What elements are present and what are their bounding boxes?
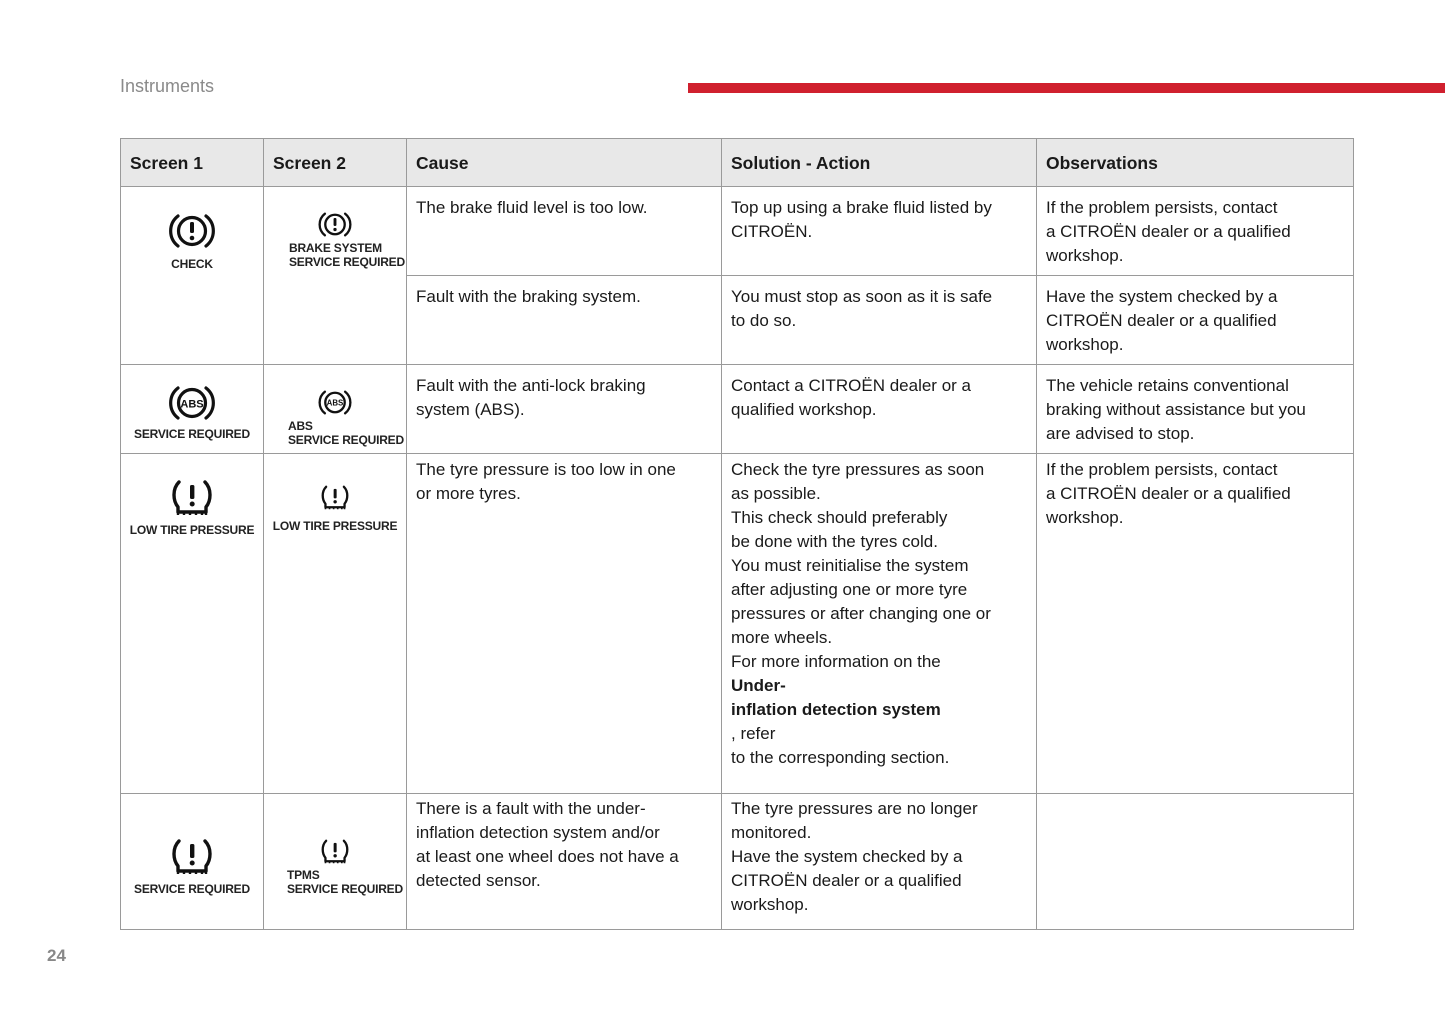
table-row-abs — [121, 365, 1354, 454]
cell-observations — [1037, 187, 1354, 276]
brake-screen-2-caption-line-2: SERVICE REQUIRED — [289, 255, 405, 269]
text-line — [731, 698, 1027, 746]
text-line: workshop. — [1046, 335, 1124, 354]
warning-lamps-table — [120, 138, 1354, 930]
column-header-solution: Solution - Action — [722, 139, 1037, 187]
abs-screen-1-caption: SERVICE REQUIRED — [134, 427, 250, 441]
header-accent-bar — [688, 83, 1445, 93]
cell-solution — [722, 794, 1037, 930]
text-line: at least one wheel does not have a — [416, 847, 679, 866]
brake-warning-icon — [317, 210, 353, 239]
cell-solution — [722, 365, 1037, 454]
table-header-row — [121, 139, 1354, 187]
abs-icon — [167, 383, 217, 423]
cell-cause — [407, 365, 722, 454]
text-line: This check should preferably — [731, 508, 948, 527]
tpms-screen-2-caption-line-2: SERVICE REQUIRED — [287, 881, 403, 896]
text-line: or more tyres. — [416, 484, 521, 503]
cell-cause — [407, 187, 722, 276]
cell-observations-empty — [1037, 794, 1354, 930]
tyre-pressure-icon — [170, 477, 214, 517]
text-line: workshop. — [731, 895, 809, 914]
abs-icon — [317, 388, 353, 417]
text-line: a CITROËN dealer or a qualified — [1046, 222, 1291, 241]
cell-solution — [722, 454, 1037, 794]
cell-solution — [722, 187, 1037, 276]
text-line: to the corresponding section. — [731, 748, 950, 767]
table-row-brake-fluid — [121, 187, 1354, 276]
tyre-screen-1-cell — [121, 454, 264, 794]
text-line: You must stop as soon as it is safe — [731, 287, 993, 306]
tyre-pressure-icon — [320, 483, 350, 511]
text-line: The vehicle retains conventional — [1046, 376, 1289, 395]
text-line: CITROËN dealer or a qualified — [1046, 311, 1277, 330]
text-line: If the problem persists, contact — [1046, 198, 1278, 217]
text-line: Fault with the anti-lock braking — [416, 376, 646, 395]
text-line: are advised to stop. — [1046, 424, 1195, 443]
section-title: Instruments — [120, 76, 215, 96]
text-line: pressures or after changing one or — [731, 604, 991, 623]
text-line: If the problem persists, contact — [1046, 460, 1278, 479]
cell-cause — [407, 794, 722, 930]
column-header-screen-1: Screen 1 — [121, 139, 264, 187]
cell-observations — [1037, 365, 1354, 454]
text-line: You must reinitialise the system — [731, 556, 969, 575]
tyre-screen-1-caption: LOW TIRE PRESSURE — [129, 523, 255, 537]
text-line: after adjusting one or more tyre — [731, 580, 968, 599]
column-header-cause: Cause — [407, 139, 722, 187]
text-line: qualified workshop. — [731, 400, 877, 419]
column-header-screen-2: Screen 2 — [264, 139, 407, 187]
brake-warning-icon — [167, 211, 217, 251]
text-line: monitored. — [731, 823, 812, 842]
text-line: workshop. — [1046, 246, 1124, 265]
abs-screen-2-cell — [264, 365, 407, 454]
cell-observations — [1037, 276, 1354, 365]
abs-screen-2-caption-line-2: SERVICE REQUIRED — [288, 433, 404, 447]
text-line: detected sensor. — [416, 871, 541, 890]
text-line: Top up using a brake fluid listed by — [731, 198, 992, 217]
brake-screen-2-cell — [264, 187, 407, 365]
tpms-screen-1-cell — [121, 794, 264, 930]
page-number: 24 — [47, 946, 66, 965]
text-line: braking without assistance but you — [1046, 400, 1306, 419]
text-line: Have the system checked by a — [1046, 287, 1278, 306]
abs-icon-label: ABS — [180, 398, 204, 411]
text-line: There is a fault with the under- — [416, 799, 646, 818]
cell-observations — [1037, 454, 1354, 794]
text-line: be done with the tyres cold. — [731, 532, 938, 551]
tyre-screen-2-cell — [264, 454, 407, 794]
text-line: as possible. — [731, 484, 821, 503]
cell-cause — [407, 454, 722, 794]
text-line: The tyre pressures are no longer — [731, 799, 978, 818]
text-line: The brake fluid level is too low. — [416, 198, 648, 217]
tpms-screen-2-cell — [264, 794, 407, 930]
text-line — [731, 650, 1027, 698]
text-line: system (ABS). — [416, 400, 525, 419]
brake-screen-1-cell — [121, 187, 264, 365]
abs-screen-2-caption-line-1: ABS — [288, 419, 313, 433]
text-line: more wheels. — [731, 628, 833, 647]
text-line: CITROËN. — [731, 222, 813, 241]
tyre-screen-2-caption: LOW TIRE PRESSURE — [272, 519, 398, 533]
brake-screen-2-caption-line-1: BRAKE SYSTEM — [289, 241, 382, 255]
cross-reference-bold: Under- — [731, 676, 786, 695]
text-line: to do so. — [731, 311, 797, 330]
text-line: The tyre pressure is too low in one — [416, 460, 676, 479]
tpms-screen-2-caption-line-1: TPMS — [287, 867, 320, 882]
cell-solution — [722, 276, 1037, 365]
cell-cause — [407, 276, 722, 365]
text-line: a CITROËN dealer or a qualified — [1046, 484, 1291, 503]
table-row-low-tyre-pressure — [121, 454, 1354, 794]
text-line: workshop. — [1046, 508, 1124, 527]
abs-icon-label: ABS — [326, 398, 344, 408]
tyre-pressure-icon — [320, 837, 350, 865]
table-row-tpms — [121, 794, 1354, 930]
abs-screen-1-cell — [121, 365, 264, 454]
cross-reference-bold: inflation detection system — [731, 700, 941, 719]
column-header-observations: Observations — [1037, 139, 1354, 187]
text-fragment: , refer — [731, 724, 776, 743]
text-line: inflation detection system and/or — [416, 823, 660, 842]
text-fragment: For more information on the — [731, 652, 941, 671]
tyre-pressure-icon — [170, 836, 214, 876]
text-line: Have the system checked by a — [731, 847, 963, 866]
text-line: Check the tyre pressures as soon — [731, 460, 985, 479]
tpms-screen-1-caption: SERVICE REQUIRED — [134, 882, 250, 896]
text-line: Contact a CITROËN dealer or a — [731, 376, 971, 395]
text-line: Fault with the braking system. — [416, 287, 641, 306]
text-line: CITROËN dealer or a qualified — [731, 871, 962, 890]
brake-screen-1-caption: CHECK — [171, 257, 213, 271]
